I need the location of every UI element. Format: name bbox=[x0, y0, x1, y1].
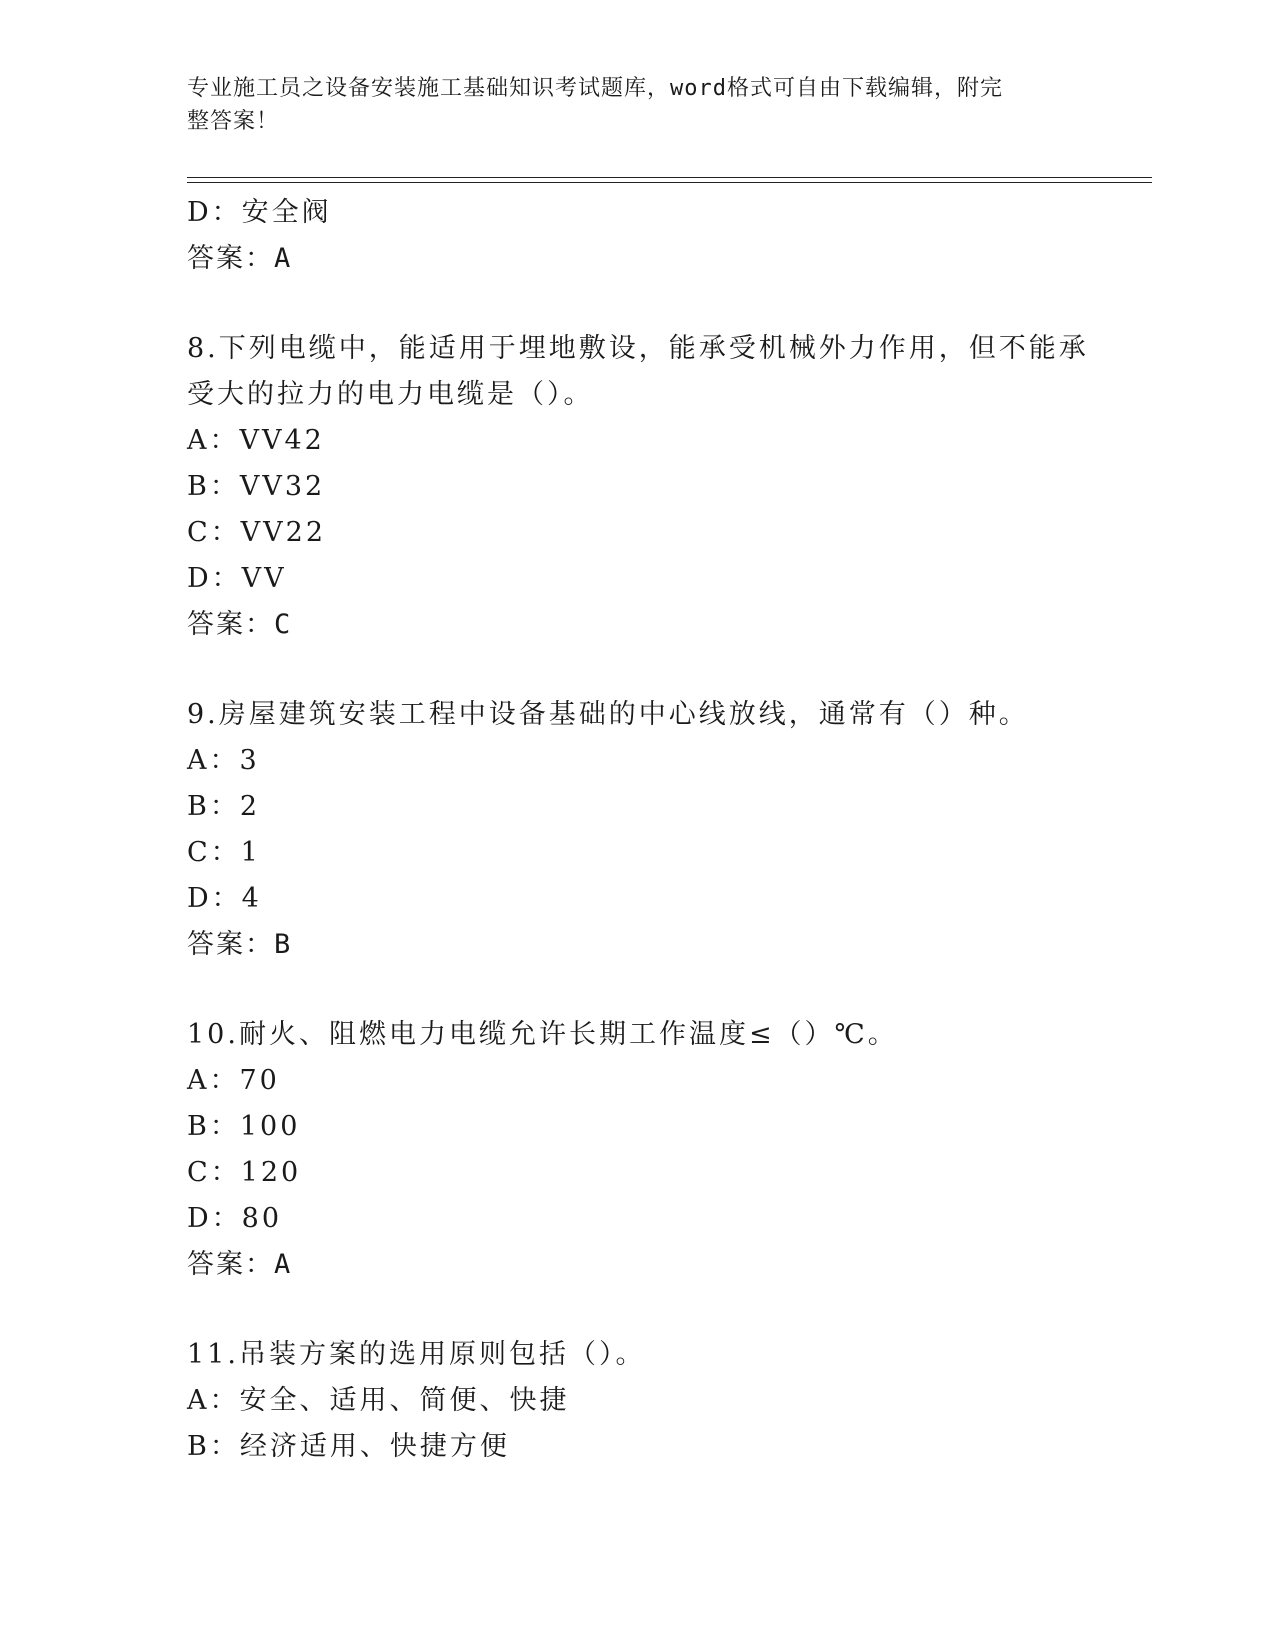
previous-answer: 答案：A bbox=[187, 243, 293, 274]
question-stem: 受大的拉力的电力电缆是（）。 bbox=[187, 379, 594, 410]
option-d: D：4 bbox=[187, 883, 262, 914]
header-divider-bottom bbox=[187, 182, 1152, 183]
answer: 答案：B bbox=[187, 929, 293, 960]
spacer bbox=[187, 1288, 1087, 1332]
question-8 bbox=[187, 326, 1087, 648]
header-line-1: 专业施工员之设备安装施工基础知识考试题库，word格式可自由下载编辑，附完 bbox=[187, 76, 1003, 101]
spacer bbox=[187, 968, 1087, 1012]
option-a: A：70 bbox=[187, 1065, 280, 1096]
option-b: B：100 bbox=[187, 1111, 301, 1142]
question-stem: 8.下列电缆中，能适用于埋地敷设，能承受机械外力作用，但不能承 bbox=[187, 333, 1089, 364]
option-c: C：120 bbox=[187, 1157, 302, 1188]
option-d: D：VV bbox=[187, 563, 287, 594]
question-stem: 11.吊装方案的选用原则包括（）。 bbox=[187, 1339, 646, 1370]
spacer bbox=[187, 648, 1087, 692]
question-10 bbox=[187, 1012, 1087, 1288]
previous-option-d: D：安全阀 bbox=[187, 197, 332, 228]
spacer bbox=[187, 282, 1087, 326]
option-a: A：3 bbox=[187, 745, 260, 776]
question-stem: 9.房屋建筑安装工程中设备基础的中心线放线，通常有（）种。 bbox=[187, 699, 1029, 730]
document-body bbox=[187, 190, 1087, 1470]
question-stem: 10.耐火、阻燃电力电缆允许长期工作温度≤（）℃。 bbox=[187, 1019, 898, 1050]
option-c: C：VV22 bbox=[187, 517, 327, 548]
option-c: C：1 bbox=[187, 837, 261, 868]
answer: 答案：A bbox=[187, 1249, 293, 1280]
option-a: A：安全、适用、简便、快捷 bbox=[187, 1385, 570, 1416]
header-divider-top bbox=[187, 177, 1152, 178]
option-a: A：VV42 bbox=[187, 425, 325, 456]
option-d: D：80 bbox=[187, 1203, 283, 1234]
question-9 bbox=[187, 692, 1087, 968]
option-b: B：VV32 bbox=[187, 471, 326, 502]
option-b: B：经济适用、快捷方便 bbox=[187, 1431, 510, 1462]
header-line-2: 整答案！ bbox=[187, 109, 280, 134]
answer: 答案：C bbox=[187, 609, 293, 640]
question-11 bbox=[187, 1332, 1087, 1470]
option-b: B：2 bbox=[187, 791, 261, 822]
document-header bbox=[187, 72, 1067, 138]
